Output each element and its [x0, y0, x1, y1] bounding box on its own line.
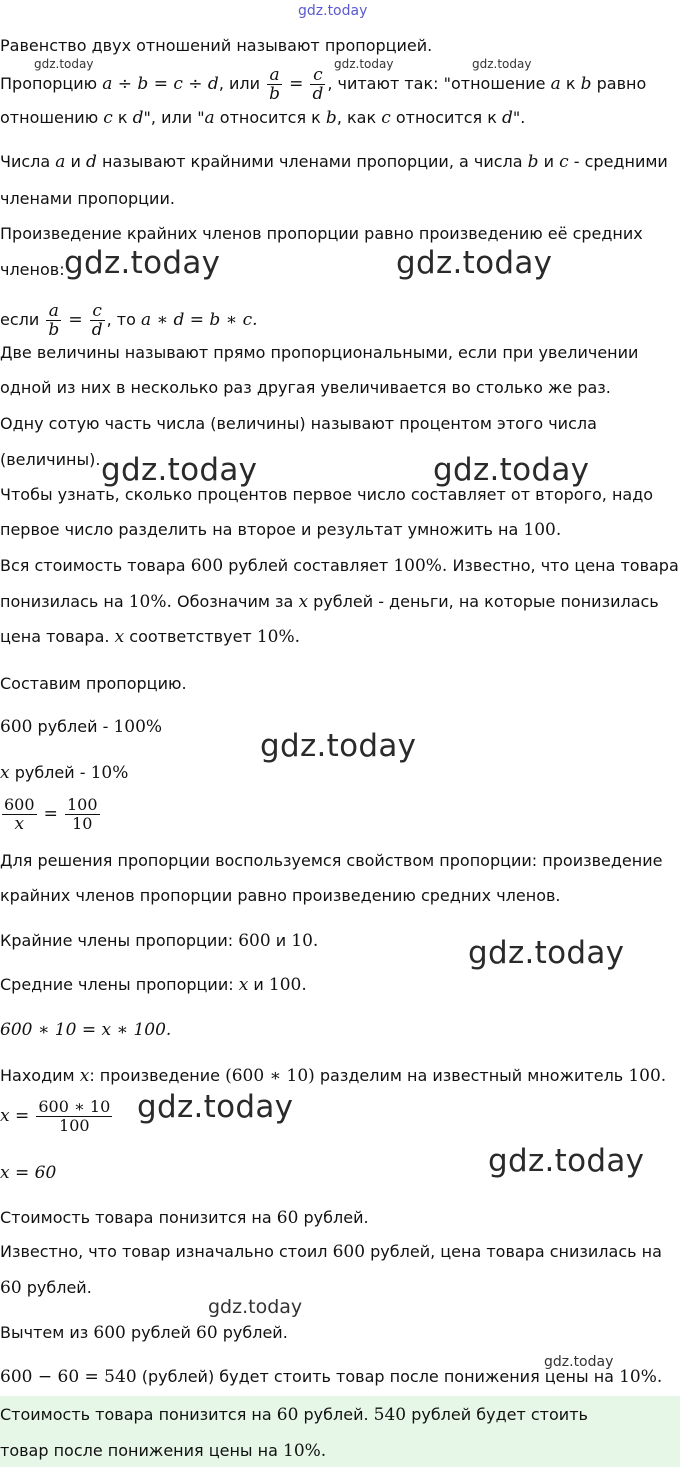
- text-line: [0, 1367, 662, 1387]
- text: Известно, что товар изначально стоил: [0, 1242, 328, 1261]
- math: x: [298, 592, 309, 612]
- math: =: [289, 74, 304, 94]
- math: 600: [238, 931, 271, 951]
- watermark: gdz.today: [544, 1354, 614, 1370]
- text: и: [253, 975, 264, 994]
- text: понизилась на: [0, 592, 124, 611]
- text-line: [0, 1278, 92, 1298]
- text: и: [543, 152, 555, 171]
- text: , или: [218, 74, 261, 93]
- text: , читают так: "отношение: [327, 74, 546, 93]
- text: отношению: [0, 108, 99, 127]
- text: Вся стоимость товара: [0, 556, 186, 575]
- text: Пропорцию: [0, 74, 98, 93]
- text: рублей.: [222, 1323, 288, 1342]
- text: рублей.: [303, 1208, 369, 1227]
- text: Чтобы узнать, сколько процентов первое число составляет от второго, надо: [0, 485, 654, 504]
- math: 100.: [268, 975, 307, 995]
- math: d: [132, 108, 144, 128]
- fraction-numerator: a: [269, 65, 280, 85]
- text-line: [0, 66, 646, 103]
- watermark: gdz.today: [208, 1296, 303, 1318]
- math: 100.: [523, 520, 562, 540]
- text: членами пропорции.: [0, 189, 175, 208]
- fraction-denominator: d: [91, 320, 103, 340]
- text-line: [0, 520, 561, 540]
- text: рублей -: [14, 763, 86, 782]
- text: Одну сотую часть числа (величины) называют процентом этого числа: [0, 414, 597, 433]
- text: рублей - деньги, на которые понизилась: [313, 592, 659, 611]
- math: 60: [196, 1323, 218, 1343]
- text: рублей составляет: [228, 556, 389, 575]
- text-line: [0, 36, 432, 56]
- math: a: [550, 74, 561, 94]
- fraction: [36, 1098, 112, 1135]
- watermark: gdz.today: [472, 57, 532, 71]
- math: a: [55, 152, 66, 172]
- math: 10%.: [256, 627, 301, 647]
- text-line: [0, 592, 659, 612]
- text-line: [0, 1066, 666, 1086]
- text: если: [0, 310, 40, 329]
- math: 600 ∗ 10 = x ∗ 100.: [0, 1020, 172, 1040]
- text: Средние члены пропорции:: [0, 975, 234, 994]
- math: 100%.: [393, 556, 448, 576]
- text-line: [0, 1098, 114, 1135]
- watermark: gdz.today: [396, 245, 553, 281]
- text-line: [0, 796, 102, 833]
- fraction-numerator: 600 ∗ 10: [38, 1097, 111, 1116]
- watermark: gdz.today: [468, 935, 625, 971]
- text: и: [70, 152, 81, 171]
- math: 10%.: [283, 1441, 327, 1461]
- answer-line: [0, 1441, 326, 1461]
- math: c: [381, 108, 391, 128]
- text-line: [0, 851, 662, 871]
- text-line: [0, 224, 643, 244]
- math: x: [79, 1066, 90, 1086]
- fraction: [65, 796, 100, 833]
- math: 100.: [628, 1066, 667, 1086]
- text: Стоимость товара понизится на: [0, 1405, 272, 1424]
- math: a ∗ d = b ∗ c.: [140, 310, 258, 330]
- math: 60: [0, 1278, 22, 1298]
- text-line: [0, 674, 187, 694]
- text: рублей, цена товара снизилась на: [370, 1242, 662, 1261]
- text: Числа: [0, 152, 51, 171]
- fraction: [310, 66, 325, 103]
- text: соответствует: [129, 627, 252, 646]
- text: Стоимость товара понизится на: [0, 1208, 272, 1227]
- text: ", или ": [143, 108, 205, 127]
- text: Составим пропорцию.: [0, 674, 187, 693]
- text: называют крайними членами пропорции, а числа: [102, 152, 523, 171]
- text: Находим: [0, 1066, 75, 1085]
- math: 10%.: [128, 592, 172, 612]
- math: d: [86, 152, 97, 172]
- fraction-denominator: 100: [36, 1116, 112, 1135]
- text: рублей -: [37, 717, 109, 736]
- text: Крайние члены пропорции:: [0, 931, 234, 950]
- math: 600 − 60 = 540: [0, 1367, 137, 1387]
- text-line: [0, 260, 65, 280]
- text: рублей.: [303, 1405, 369, 1424]
- text: относится к: [395, 108, 497, 127]
- math: c: [559, 152, 569, 172]
- math: 10.: [291, 931, 319, 951]
- text: (рублей) будет стоить товар после понижения цены на: [141, 1367, 614, 1386]
- fraction: [2, 796, 37, 833]
- watermark: gdz.today: [334, 57, 394, 71]
- fraction-denominator: x: [2, 814, 37, 833]
- text-line: [0, 1208, 369, 1228]
- text-line: [0, 414, 597, 434]
- text: : произведение: [89, 1066, 220, 1085]
- top-watermark: gdz.today: [298, 3, 368, 19]
- math: x = 60: [0, 1163, 57, 1183]
- math: 600: [332, 1242, 366, 1262]
- text-line: [0, 1163, 56, 1183]
- text-line: [0, 931, 318, 951]
- math: x: [114, 627, 125, 647]
- text: (величины).: [0, 450, 101, 469]
- text: Произведение крайних членов пропорции равно произведению её средних: [0, 224, 643, 243]
- math: x =: [0, 1106, 30, 1126]
- text-line: [0, 556, 679, 576]
- text: ".: [512, 108, 526, 127]
- fraction-numerator: a: [48, 301, 59, 321]
- watermark: gdz.today: [101, 452, 258, 488]
- text: , то: [106, 310, 136, 329]
- math: (600 ∗ 10): [225, 1066, 315, 1086]
- fraction-denominator: b: [48, 320, 60, 340]
- text: рублей.: [26, 1278, 92, 1297]
- text-line: [0, 763, 128, 783]
- text: Вычтем из: [0, 1323, 89, 1342]
- text: к: [565, 74, 576, 93]
- text-line: [0, 627, 300, 647]
- text-line: [0, 886, 561, 906]
- text-line: [0, 378, 611, 398]
- text-line: [0, 450, 100, 470]
- math: a: [204, 108, 215, 128]
- math: x: [0, 763, 10, 783]
- text: одной из них в несколько раз другая увеличивается во столько же раз.: [0, 378, 611, 397]
- text: рублей будет стоить: [411, 1405, 588, 1424]
- text: разделим на известный множитель: [319, 1066, 624, 1085]
- fraction-numerator: c: [92, 301, 102, 321]
- text: Для решения пропорции воспользуемся свойством пропорции: произведение: [0, 851, 663, 870]
- math: b: [580, 74, 592, 94]
- fraction-denominator: d: [312, 84, 324, 104]
- text: товар после понижения цены на: [0, 1441, 278, 1460]
- math: 60: [276, 1405, 299, 1425]
- math: 10%: [90, 763, 129, 783]
- text: первое число разделить на второе и результат умножить на: [0, 520, 519, 539]
- text: - средними: [573, 152, 668, 171]
- text: членов:: [0, 260, 65, 279]
- math: 540: [373, 1405, 407, 1425]
- math: a ÷ b = c ÷ d: [102, 74, 219, 94]
- fraction-numerator: c: [313, 65, 323, 85]
- text: равно: [596, 74, 647, 93]
- watermark: gdz.today: [34, 57, 94, 71]
- math: 600: [190, 556, 224, 576]
- fraction: [267, 66, 282, 103]
- math: 600: [0, 717, 33, 737]
- text-line: [0, 485, 653, 505]
- fraction-numerator: 100: [66, 795, 98, 814]
- math: x: [238, 975, 249, 995]
- text: относится к: [219, 108, 321, 127]
- text: Обозначим за: [177, 592, 294, 611]
- fraction-denominator: 10: [65, 814, 100, 833]
- text-line: [0, 108, 525, 128]
- watermark: gdz.today: [433, 452, 590, 488]
- math: 60: [276, 1208, 299, 1228]
- definition-proportion: Равенство двух отношений называют пропорцией.: [0, 36, 433, 55]
- math: d: [501, 108, 513, 128]
- math: b: [325, 108, 337, 128]
- text-line: [0, 1323, 288, 1343]
- math: b: [527, 152, 539, 172]
- math: =: [43, 804, 58, 824]
- math: c: [103, 108, 113, 128]
- text-line: [0, 717, 162, 737]
- math: =: [68, 310, 83, 330]
- watermark: gdz.today: [137, 1089, 294, 1125]
- fraction: [46, 302, 61, 339]
- text: цена товара.: [0, 627, 110, 646]
- fraction: [90, 302, 105, 339]
- text-line: [0, 1020, 171, 1040]
- watermark: gdz.today: [64, 245, 221, 281]
- math: 600: [93, 1323, 126, 1343]
- text-line: [0, 152, 668, 172]
- watermark: gdz.today: [488, 1143, 645, 1179]
- math: 10%.: [619, 1367, 663, 1387]
- text: Две величины называют прямо пропорциональными, если при увеличении: [0, 343, 639, 362]
- text-line: [0, 189, 175, 209]
- text: рублей: [130, 1323, 191, 1342]
- text-line: [0, 302, 258, 339]
- text: крайних членов пропорции равно произведению средних членов.: [0, 886, 561, 905]
- text-line: [0, 343, 638, 363]
- text: и: [275, 931, 287, 950]
- fraction-denominator: b: [269, 84, 280, 104]
- math: 100%: [113, 717, 163, 737]
- text: Известно, что цена товара: [452, 556, 679, 575]
- answer-line: [0, 1405, 588, 1425]
- fraction-numerator: 600: [4, 795, 35, 814]
- text: , как: [336, 108, 377, 127]
- text: к: [117, 108, 128, 127]
- text-line: [0, 1242, 662, 1262]
- text-line: [0, 975, 307, 995]
- watermark: gdz.today: [260, 728, 417, 764]
